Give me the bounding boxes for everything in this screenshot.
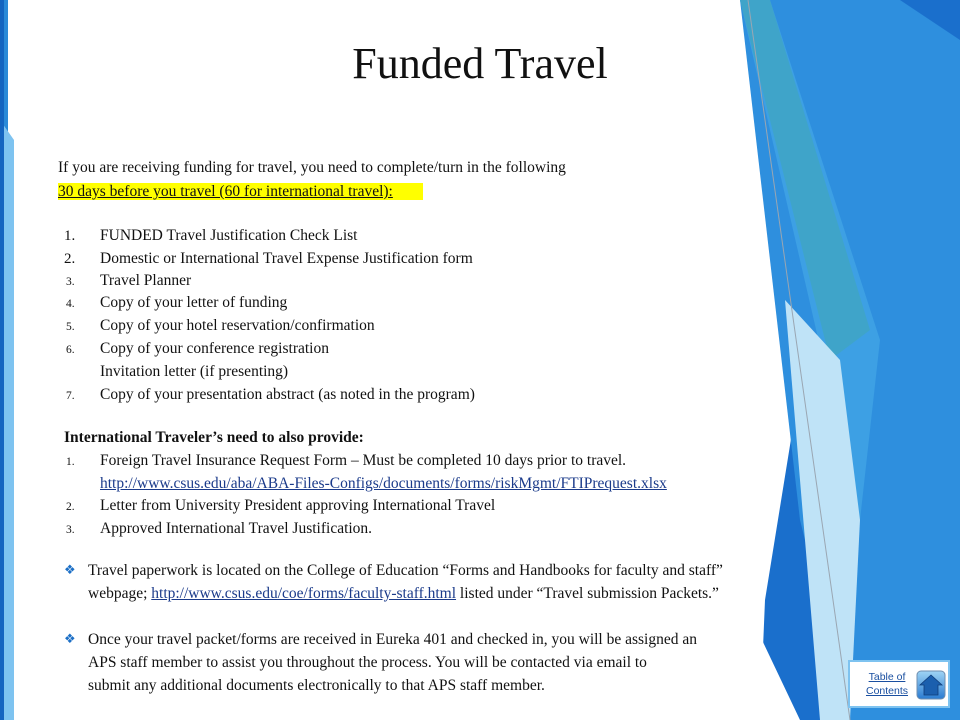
note-paperwork-suffix: listed under “Travel submission Packets.”	[456, 585, 719, 602]
note-packet-line-1: Once your travel packet/forms are received in Eureka 401 and checked in, you will be assigned an	[88, 631, 697, 648]
list-item: Travel Planner	[100, 272, 192, 289]
list-item: Domestic or International Travel Expense Justification form	[100, 250, 473, 267]
list-item: Invitation letter (if presenting)	[100, 363, 289, 380]
list-item-number: 3.	[66, 524, 75, 536]
intro-highlight: 30 days before you travel (60 for international travel):	[58, 183, 423, 200]
note-packet-line-3: submit any additional documents electronically to that APS staff member.	[88, 677, 545, 694]
list-item: Foreign Travel Insurance Request Form – Must be completed 10 days prior to travel.	[100, 452, 627, 469]
note-paperwork-prefix: webpage;	[88, 585, 152, 602]
note-paperwork-line-2	[88, 584, 719, 604]
list-item-number: 1.	[64, 228, 76, 244]
list-item-number: 2.	[64, 251, 76, 267]
list-item: Copy of your letter of funding	[100, 294, 288, 311]
list-item: Copy of your conference registration	[100, 340, 329, 357]
fti-request-link[interactable]: http://www.csus.edu/aba/ABA-Files-Configs/documents/forms/riskMgmt/FTIPrequest.xlsx	[100, 475, 667, 492]
list-item: FUNDED Travel Justification Check List	[100, 227, 358, 244]
list-item: Letter from University President approving International Travel	[100, 497, 496, 514]
international-heading: International Traveler’s need to also provide:	[64, 429, 364, 446]
toc-label[interactable]	[860, 670, 914, 698]
left-stripe-dark	[0, 0, 4, 720]
list-item-number: 1.	[66, 456, 75, 468]
list-item-number: 6.	[66, 344, 75, 356]
note-packet-line-2: APS staff member to assist you throughout the process. You will be contacted via email to	[88, 654, 647, 671]
diamond-bullet-icon: ❖	[64, 563, 76, 578]
home-icon[interactable]	[916, 670, 946, 700]
table-of-contents-button[interactable]	[848, 660, 950, 708]
list-item-number: 5.	[66, 321, 75, 333]
list-item-number: 3.	[66, 276, 75, 288]
list-item-number: 7.	[66, 390, 75, 402]
list-item: Approved International Travel Justification.	[100, 520, 373, 537]
list-item: Copy of your presentation abstract (as noted in the program)	[100, 386, 475, 403]
list-item: Copy of your hotel reservation/confirmation	[100, 317, 375, 334]
list-item-number: 4.	[66, 298, 75, 310]
diamond-bullet-icon: ❖	[64, 632, 76, 647]
toc-label-line-2: Contents	[865, 685, 909, 697]
intro-line-1: If you are receiving funding for travel, you need to complete/turn in the following	[58, 159, 566, 176]
toc-label-line-1: Table of	[868, 671, 906, 683]
slide-title: Funded Travel	[352, 39, 608, 88]
faculty-staff-forms-link[interactable]: http://www.csus.edu/coe/forms/faculty-staff.html	[151, 585, 457, 602]
list-item-number: 2.	[66, 501, 75, 513]
note-paperwork-line-1: Travel paperwork is located on the College of Education “Forms and Handbooks for faculty and staff”	[88, 562, 723, 579]
intro-line-2	[58, 182, 423, 202]
